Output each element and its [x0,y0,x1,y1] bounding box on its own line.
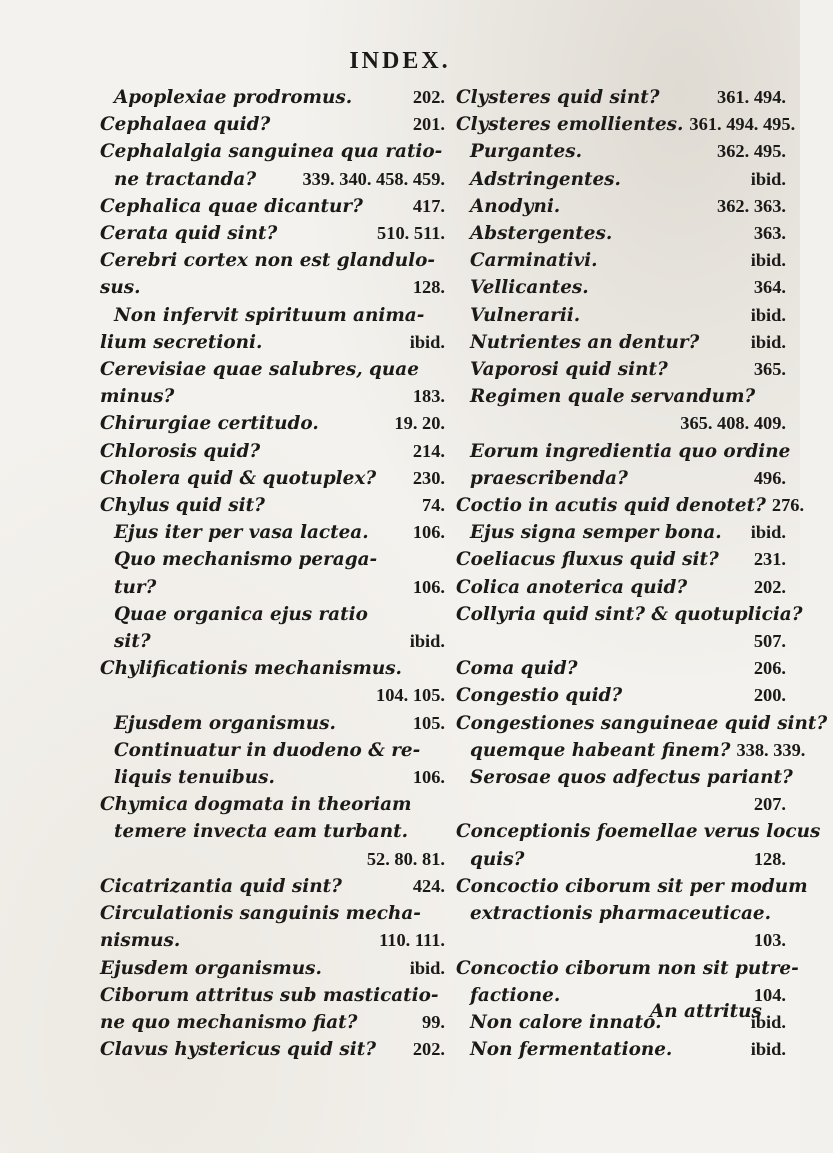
index-entry [456,628,786,655]
left-column [100,84,445,1063]
entry-term: Vaporosi quid sint? [470,359,668,381]
index-entry [456,274,786,301]
entry-term: Serosae quos adfectus pariant? [470,767,793,789]
entry-pages: 231. [753,549,786,570]
entry-term: Continuatur in duodeno & re- [114,739,421,761]
index-entry [456,220,786,247]
index-entry [456,574,786,601]
entry-pages: 214. [412,440,445,461]
entry-pages: 424. [412,875,445,896]
index-entry [456,764,793,791]
index-entry [456,193,786,220]
index-entry [456,519,786,546]
entry-term: Coctio in acutis quid denotet? [456,495,766,517]
entry-term: Ejusdem organismus. [100,957,322,979]
entry-term: Chylus quid sit? [100,495,265,517]
entry-term: temere invecta eam turbant. [114,821,408,843]
entry-pages: ibid. [409,331,445,352]
entry-pages [439,356,445,383]
index-entry [456,818,821,845]
entry-term: Coma quid? [456,658,578,680]
entry-pages: 183. [412,386,445,407]
entry-term: Concoctio ciborum sit per modum [456,875,808,897]
index-entry [456,329,786,356]
index-entry [100,982,445,1009]
entry-pages [439,655,445,682]
index-entry [456,166,786,193]
entry-term: Ejusdem organismus. [114,712,336,734]
entry-pages: 74. [422,495,445,516]
index-entry [456,791,786,818]
index-entry [100,737,445,764]
entry-term: Ejus iter per vasa lactea. [114,522,369,544]
index-entry [456,546,786,573]
index-entry [100,900,445,927]
index-entry [100,601,445,628]
entry-pages: 510. 511. [377,223,445,244]
entry-term: Adstringentes. [470,168,621,190]
entry-pages: ibid. [750,1039,786,1060]
index-entry [456,682,786,709]
entry-pages: 200. [753,685,786,706]
entry-term: Apoplexiae prodromus. [114,87,353,108]
entry-pages: 230. [412,467,445,488]
entry-term: Ciborum attritus sub masticatio- [100,984,439,1006]
index-entry [100,1036,445,1063]
entry-pages: 338. 339. [736,739,806,760]
index-entry [100,492,445,519]
entry-term: ne quo mechanismo fiat? [100,1011,358,1033]
index-entry [456,410,786,437]
index-entry [100,274,445,301]
index-entry [100,138,445,165]
entry-pages: 362. 363. [717,195,786,216]
entry-pages: 202. [412,1039,445,1060]
entry-pages: 19. 20. [394,413,445,434]
entry-pages: 206. [753,658,786,679]
index-entry [100,383,445,410]
entry-pages: 365. [753,359,786,380]
entry-term: Chlorosis quid? [100,440,261,462]
entry-term: Carminativi. [470,250,598,272]
page-header: INDEX. [349,48,451,74]
entry-pages: ibid. [750,522,786,543]
entry-pages [439,546,445,573]
entry-pages: 361. 494. [717,87,786,107]
entry-term: factione. [470,984,561,1006]
entry-pages: 496. [753,467,786,488]
entry-pages: 201. [412,114,445,135]
entry-pages [820,818,826,845]
entry-term: Concoctio ciborum non sit putre- [456,957,799,979]
index-entry [100,193,445,220]
entry-pages: ibid. [750,250,786,271]
entry-pages [439,601,445,628]
index-entry [456,111,796,138]
entry-term: Congestiones sanguineae quid sint? [456,712,828,734]
entry-pages [808,873,814,900]
entry-pages [439,791,445,818]
entry-pages [439,302,445,329]
entry-term: quis? [470,848,525,870]
entry-pages: 104. [753,984,786,1005]
index-entry [100,410,445,437]
index-entry [456,356,786,383]
entry-term: Chymica dogmata in theoriam [100,794,412,816]
index-entry [456,927,786,954]
entry-pages: 339. 340. 458. 459. [302,168,445,189]
index-entry [456,710,828,737]
entry-pages [799,955,805,982]
index-entry [456,492,805,519]
index-entry [100,927,445,954]
entry-term: Purgantes. [470,141,582,163]
entry-term: Conceptionis foemellae verus locus [456,821,821,843]
entry-pages [439,737,445,764]
entry-term: extractionis pharmaceuticae. [470,903,772,925]
index-entry [456,900,786,927]
entry-term: Quae organica ejus ratio [114,603,368,625]
entry-term: Non fermentatione. [470,1039,673,1061]
entry-term: Cephalalgia sanguinea qua ratio- [100,141,443,163]
entry-pages [780,383,786,410]
entry-pages: 110. 111. [379,930,445,951]
index-entry [456,383,786,410]
index-entry [100,302,445,329]
entry-term: lium secretioni. [100,331,263,353]
entry-term: Chirurgiae certitudo. [100,413,319,435]
entry-pages: 365. 408. 409. [680,413,786,434]
index-entry [456,1036,786,1063]
index-entry [100,519,445,546]
entry-pages: 103. [753,930,786,951]
entry-pages: 207. [753,794,786,815]
index-entry [100,873,445,900]
entry-term: Congestio quid? [456,685,623,707]
entry-term: Coeliacus fluxus quid sit? [456,549,719,571]
entry-pages: 99. [422,1011,445,1032]
entry-pages: ibid. [409,631,445,652]
index-entry [100,247,445,274]
index-entry [456,138,786,165]
index-entry [456,84,786,111]
index-entry [100,710,445,737]
entry-term: ne tractanda? [114,168,257,190]
index-entry [100,1009,445,1036]
entry-pages: 128. [753,848,786,869]
index-entry [456,302,786,329]
entry-term: Cholera quid & quotuplex? [100,467,377,489]
index-entry [100,764,445,791]
entry-pages [780,900,786,927]
index-entry [100,356,445,383]
entry-pages [790,438,796,465]
entry-pages: ibid. [750,168,786,189]
index-entry [100,166,445,193]
index-entry [100,818,445,845]
entry-term: Regimen quale servandum? [470,386,756,408]
entry-pages: 106. [412,576,445,597]
entry-pages [827,710,833,737]
entry-term: nismus. [100,930,181,952]
index-entry [100,655,445,682]
index-entry [100,220,445,247]
entry-term: sit? [114,631,151,653]
entry-pages: 202. [753,576,786,597]
index-entry [100,791,445,818]
entry-pages: 106. [412,767,445,788]
index-entry [456,955,799,982]
entry-term: Collyria quid sint? & quotuplicia? [456,603,803,625]
entry-term: Vulnerarii. [470,304,581,326]
entry-term: Non infervit spirituum anima- [114,304,425,326]
entry-term: tur? [114,576,157,598]
entry-term: Clysteres quid sint? [456,87,660,108]
entry-term: Eorum ingredientia quo ordine [470,440,791,462]
entry-pages [439,900,445,927]
entry-pages: 128. [412,277,445,298]
entry-pages: ibid. [409,957,445,978]
index-entry [456,846,786,873]
entry-term: Cicatrizantia quid sint? [100,875,342,897]
entry-term: liquis tenuibus. [114,767,275,789]
entry-pages: ibid. [750,331,786,352]
entry-term: Non calore innato. [470,1011,662,1033]
index-entry [456,873,808,900]
index-entry [100,955,445,982]
entry-pages [793,764,799,791]
index-entry [100,846,445,873]
entry-term: Nutrientes an dentur? [470,331,700,353]
entry-term: minus? [100,386,175,408]
entry-pages: 105. [412,712,445,733]
index-entry [100,438,445,465]
entry-term: Cerata quid sint? [100,223,278,245]
entry-pages: 364. [753,277,786,298]
index-entry [100,111,445,138]
entry-term: Anodyni. [470,195,561,217]
entry-term: Circulationis sanguinis mecha- [100,903,421,925]
entry-term: Cephalaea quid? [100,114,271,136]
index-entry [456,737,806,764]
entry-term: Ejus signa semper bona. [470,522,722,544]
index-entry [456,247,786,274]
entry-pages: 52. 80. 81. [366,848,445,869]
entry-term: Clavus hystericus quid sit? [100,1039,377,1061]
index-entry [456,465,786,492]
index-entry [100,84,445,111]
entry-term: quemque habeant finem? [470,739,731,761]
entry-pages: ibid. [750,1011,786,1032]
entry-pages [439,247,445,274]
entry-term: Clysteres emollientes. [456,114,684,136]
entry-term: Vellicantes. [470,277,589,299]
index-entry [456,601,803,628]
entry-term: Cerebri cortex non est glandulo- [100,250,435,272]
entry-pages [439,982,445,1009]
entry-pages: 417. [412,195,445,216]
index-entry [456,655,786,682]
entry-term: Cephalica quae dicantur? [100,195,363,217]
index-entry [100,574,445,601]
entry-pages: ibid. [750,304,786,325]
entry-pages: 276. [771,495,805,516]
index-entry [100,682,445,709]
entry-term: Abstergentes. [470,223,613,245]
entry-pages [442,138,448,165]
entry-pages: 363. [753,223,786,244]
entry-pages [803,601,809,628]
entry-pages: 507. [753,631,786,652]
catchword: An attritus [650,1001,762,1022]
index-entry [456,438,791,465]
entry-pages: 362. 495. [717,141,786,162]
entry-pages [439,818,445,845]
index-entry [100,546,445,573]
index-entry [100,628,445,655]
entry-term: Cerevisiae quae salubres, quae [100,359,419,381]
entry-pages: 106. [412,522,445,543]
entry-pages: 202. [412,87,445,107]
index-entry [100,329,445,356]
index-entry [100,465,445,492]
right-column [456,84,828,1063]
entry-term: Colica anoterica quid? [456,576,688,598]
entry-term: praescribenda? [470,467,628,489]
entry-pages: 361. 494. 495. [689,114,796,135]
entry-term: Chylificationis mechanismus. [100,658,402,680]
entry-pages: 104. 105. [376,685,445,706]
entry-term: sus. [100,277,141,299]
entry-term: Quo mechanismo peraga- [114,549,378,571]
